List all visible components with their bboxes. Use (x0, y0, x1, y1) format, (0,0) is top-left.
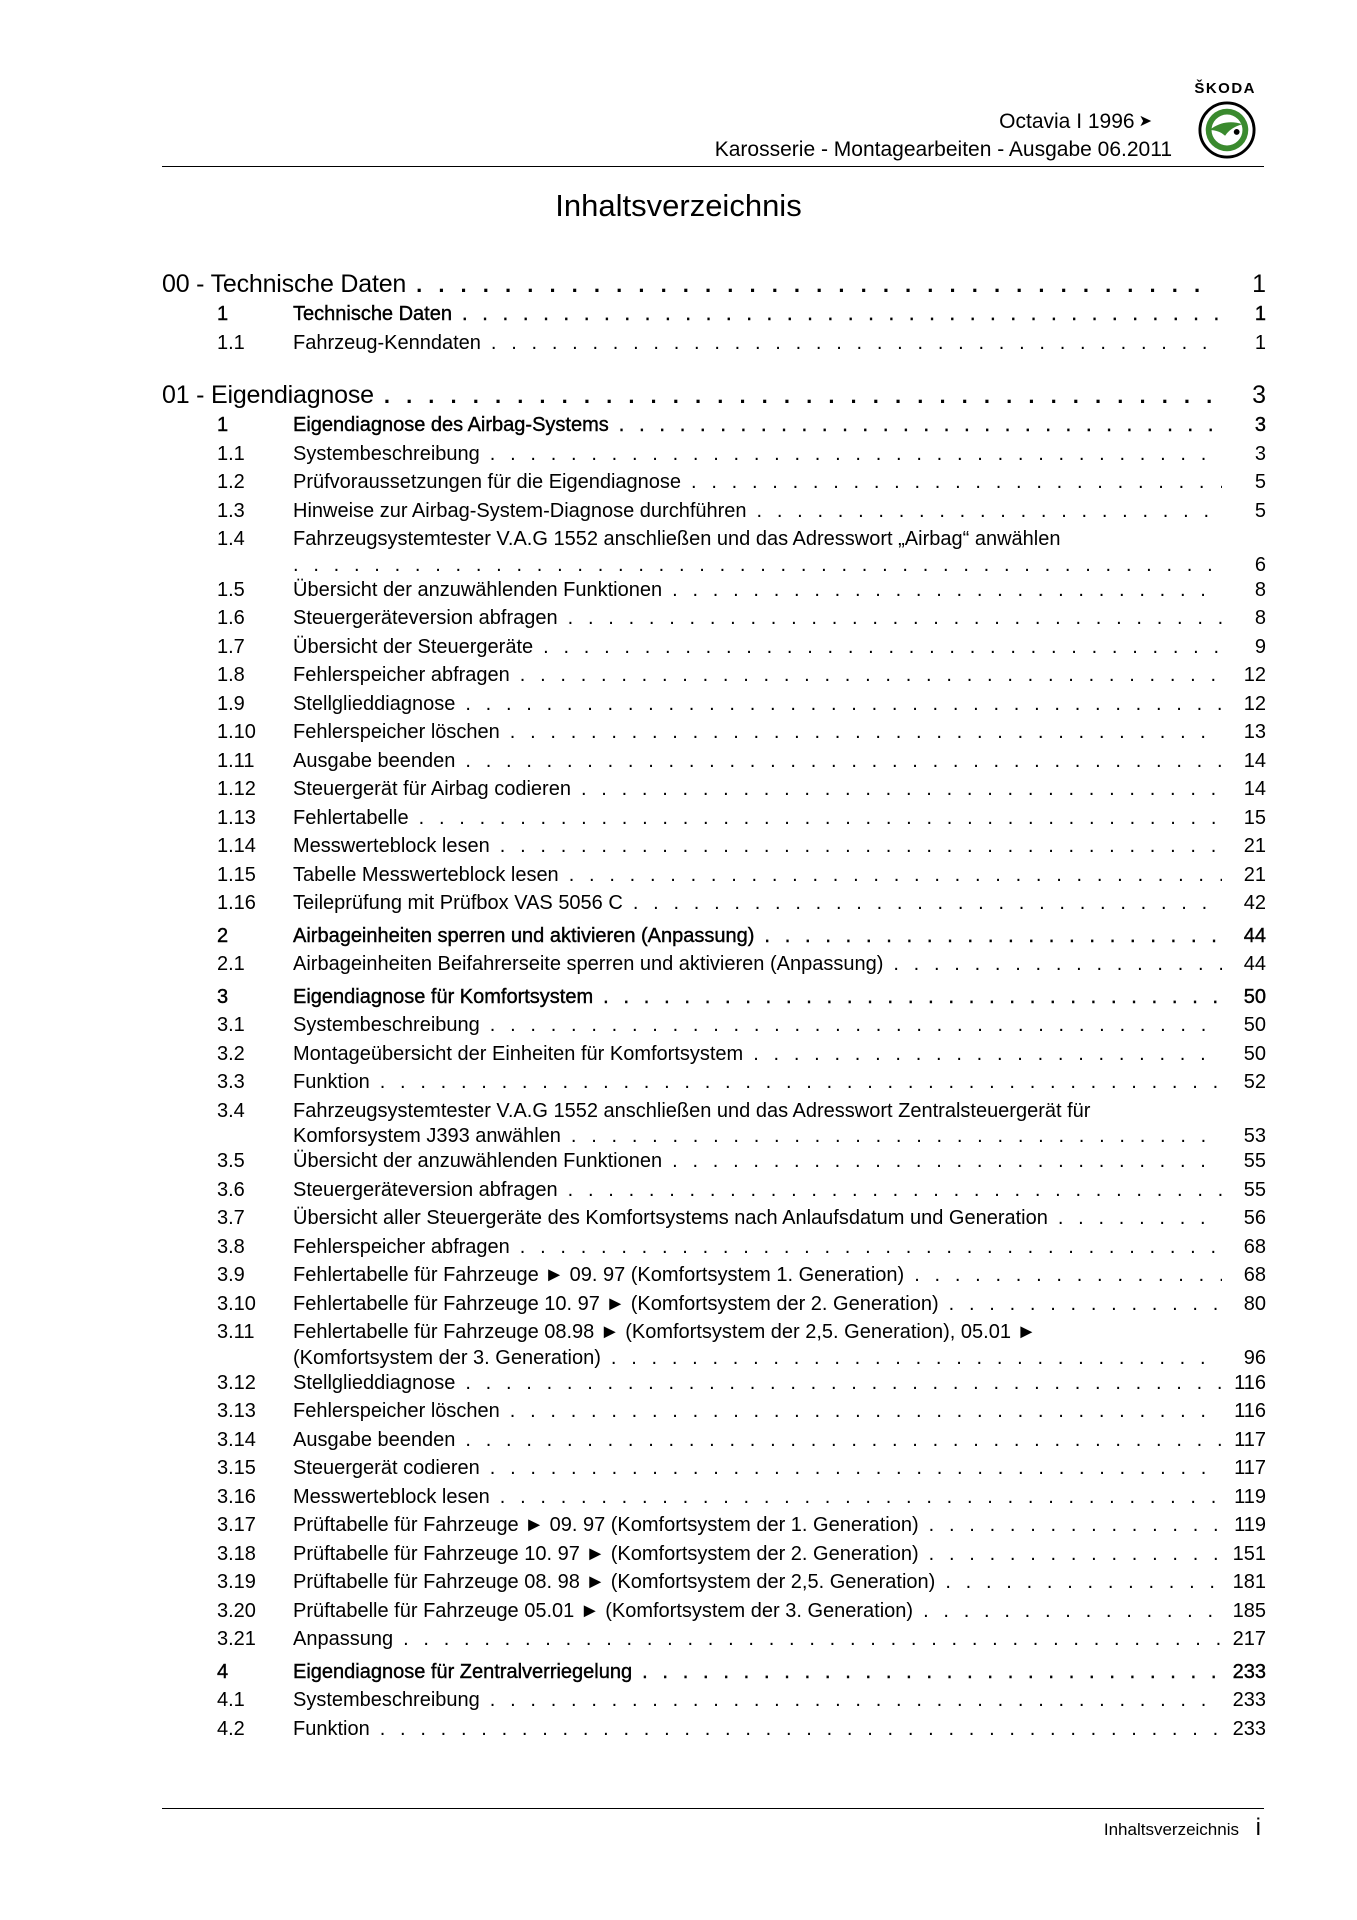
entry-title: Messwerteblock lesen (293, 835, 490, 857)
entry-number: 3.16 (217, 1485, 256, 1508)
entry-title: Stellglieddiagnose (293, 692, 456, 715)
entry-page: 44 (1243, 953, 1266, 975)
entry-title: Airbageinheiten Beifahrerseite sperren und aktivieren (Anpassung) (293, 953, 884, 975)
entry-number: 1.3 (217, 499, 245, 522)
toc-entry[interactable] (162, 1233, 1266, 1262)
entry-title: Technische Daten (293, 303, 452, 325)
entry-title: Fehlertabelle für Fahrzeuge 08.98 ► (Komfortsystem der 2,5. Generation), 05.01 ► (293, 1321, 1037, 1343)
toc-entry[interactable] (162, 889, 1266, 918)
entry-number: 3.13 (217, 1400, 256, 1422)
entry-title: Prüftabelle für Fahrzeuge 05.01 ► (Komfortsystem der 3. Generation) (293, 1599, 914, 1622)
page-title: Inhaltsverzeichnis (555, 188, 802, 223)
header-model: Octavia I 1996 ➤ (999, 110, 1152, 133)
dot-leader (490, 1686, 1222, 1715)
footer-divider (162, 1808, 1264, 1809)
entry-number: 1.13 (217, 806, 256, 829)
entry-number: 1.1 (217, 331, 245, 354)
toc-entry[interactable] (162, 1176, 1266, 1205)
entry-number: 3.7 (217, 1207, 245, 1229)
entry-title: Steuergerät codieren (293, 1457, 480, 1479)
entry-number: 3.17 (217, 1514, 256, 1536)
toc-entry[interactable] (162, 1715, 1266, 1744)
arrow-right-icon: ➤ (1138, 113, 1152, 130)
entry-page: 96 (1243, 1346, 1266, 1369)
dot-leader (893, 950, 1222, 979)
entry-page: 116 (1234, 1400, 1266, 1422)
dot-leader (923, 1597, 1222, 1626)
entry-number: 2.1 (217, 953, 245, 975)
dot-leader (462, 300, 1222, 329)
entry-number: 1.16 (217, 892, 256, 914)
page-header (162, 80, 1264, 167)
entry-page: 68 (1243, 1264, 1266, 1286)
entry-number: 1.6 (217, 607, 245, 629)
entry-title: Übersicht der anzuwählenden Funktionen (293, 578, 663, 601)
entry-number: 2 (217, 924, 229, 947)
toc-entry[interactable] (162, 1369, 1266, 1398)
dot-leader (384, 380, 1214, 412)
toc-entry[interactable] (162, 1540, 1266, 1569)
table-of-contents (162, 262, 1266, 1743)
entry-number: 1.1 (217, 442, 245, 465)
entry-title: Ausgabe beenden (293, 1428, 456, 1451)
header-subtitle: Karosserie - Montagearbeiten - Ausgabe 06.2011 (714, 138, 1172, 161)
entry-number: 1.8 (217, 664, 245, 686)
entry-page: 117 (1234, 1428, 1266, 1451)
dot-leader (611, 1347, 1222, 1369)
entry-page: 8 (1254, 607, 1266, 629)
entry-title: Tabelle Messwerteblock lesen (293, 863, 559, 886)
dot-leader (465, 1426, 1222, 1455)
toc-entry[interactable] (162, 832, 1266, 861)
entry-page: 14 (1243, 778, 1266, 800)
entry-page: 181 (1232, 1571, 1266, 1593)
entry-number: 3.12 (217, 1371, 256, 1394)
entry-page: 56 (1243, 1207, 1266, 1229)
toc-entry[interactable] (162, 440, 1266, 469)
entry-title: Steuergerät für Airbag codieren (293, 778, 571, 800)
toc-entry[interactable] (162, 1426, 1266, 1455)
chapter-title: 00 - Technische Daten (162, 270, 407, 298)
entry-number: 3.20 (217, 1599, 256, 1622)
entry-title: Übersicht der anzuwählenden Funktionen (293, 1150, 663, 1172)
entry-title: Systembeschreibung (293, 442, 480, 465)
entry-page: 13 (1243, 721, 1266, 743)
entry-page: 15 (1243, 806, 1266, 829)
entry-number: 3.9 (217, 1264, 245, 1286)
entry-title: Übersicht der Steuergeräte (293, 635, 534, 658)
toc-entry[interactable] (162, 576, 1266, 605)
toc-entry[interactable] (162, 1261, 1266, 1290)
dot-leader (633, 889, 1222, 918)
toc-entry[interactable] (162, 804, 1266, 833)
dot-leader (520, 1233, 1222, 1262)
toc-entry[interactable] (162, 1204, 1266, 1233)
entry-page: 8 (1254, 578, 1266, 601)
entry-page: 116 (1234, 1371, 1266, 1394)
entry-title: Fehlerspeicher abfragen (293, 1235, 510, 1258)
entry-title: Fehlertabelle für Fahrzeuge ► 09. 97 (Komfortsystem 1. Generation) (293, 1264, 905, 1286)
entry-number: 3.4 (217, 1099, 245, 1122)
toc-chapter[interactable] (162, 379, 1266, 411)
dot-leader (914, 1261, 1222, 1290)
dot-leader (490, 440, 1222, 469)
entry-title: Eigendiagnose für Komfortsystem (293, 985, 594, 1008)
entry-number: 1.2 (217, 471, 245, 493)
toc-chapter[interactable] (162, 268, 1266, 300)
entry-page: 42 (1243, 892, 1266, 914)
entry-number: 3.19 (217, 1571, 256, 1593)
entry-title: Fahrzeug-Kenndaten (293, 331, 481, 354)
entry-title: Airbageinheiten sperren und aktivieren (Anpassung) (293, 924, 755, 947)
toc-entry[interactable] (162, 1011, 1266, 1040)
dot-leader (465, 1369, 1222, 1398)
entry-number: 4 (217, 1660, 229, 1683)
dot-leader (569, 861, 1222, 890)
dot-leader (581, 775, 1222, 804)
toc-entry[interactable] (162, 1318, 1266, 1369)
entry-page: 233 (1232, 1717, 1266, 1740)
entry-number: 1.11 (217, 749, 255, 772)
dot-leader (465, 747, 1222, 776)
dot-leader (510, 1397, 1222, 1426)
dot-leader (465, 690, 1222, 719)
dot-leader (416, 269, 1214, 301)
entry-page: 44 (1243, 924, 1266, 947)
chapter-page: 1 (1252, 270, 1266, 298)
toc-entry[interactable] (162, 1290, 1266, 1319)
toc-entry[interactable] (162, 1147, 1266, 1176)
entry-page: 14 (1243, 749, 1266, 772)
entry-number: 1.15 (217, 863, 256, 886)
entry-page: 80 (1243, 1292, 1266, 1315)
entry-page: 6 (1254, 553, 1266, 576)
entry-page: 50 (1243, 985, 1266, 1008)
toc-entry[interactable] (162, 1511, 1266, 1540)
dot-leader (1058, 1204, 1222, 1233)
entry-title: Fehlerspeicher löschen (293, 721, 500, 743)
entry-page: 3 (1254, 442, 1266, 465)
entry-page: 5 (1254, 471, 1266, 493)
dot-leader (672, 1147, 1222, 1176)
dot-leader (500, 1483, 1222, 1512)
entry-title: Fehlertabelle für Fahrzeuge 10. 97 ► (Komfortsystem der 2. Generation) (293, 1292, 939, 1315)
dot-leader (929, 1540, 1222, 1569)
entry-title-continued: Komforsystem J393 anwählen (293, 1125, 561, 1147)
entry-number: 1.12 (217, 778, 256, 800)
dot-leader (568, 1176, 1222, 1205)
toc-entry[interactable] (162, 300, 1266, 329)
entry-title: Systembeschreibung (293, 1689, 480, 1711)
dot-leader (753, 1040, 1222, 1069)
entry-number: 1.14 (217, 835, 256, 857)
entry-page: 12 (1243, 692, 1266, 715)
dot-leader (490, 1454, 1222, 1483)
entry-number: 1 (217, 303, 229, 325)
dot-leader (380, 1715, 1222, 1744)
entry-title: Fehlerspeicher löschen (293, 1400, 500, 1422)
entry-page: 117 (1234, 1457, 1266, 1479)
entry-page: 119 (1234, 1485, 1266, 1508)
dot-leader (380, 1068, 1222, 1097)
toc-entry[interactable] (162, 922, 1266, 951)
entry-title: Montageübersicht der Einheiten für Komfortsystem (293, 1042, 744, 1065)
entry-page: 5 (1254, 499, 1266, 522)
dot-leader (293, 554, 1222, 576)
entry-page: 1 (1254, 303, 1266, 325)
toc-entry[interactable] (162, 1568, 1266, 1597)
toc-entry[interactable] (162, 1597, 1266, 1626)
dot-leader (764, 922, 1222, 951)
entry-title: Steuergeräteversion abfragen (293, 1178, 558, 1201)
dot-leader (520, 661, 1222, 690)
dot-leader (571, 1125, 1222, 1147)
entry-page: 9 (1254, 635, 1266, 658)
dot-leader (929, 1511, 1222, 1540)
entry-page: 53 (1243, 1125, 1266, 1147)
entry-number: 3.5 (217, 1150, 245, 1172)
dot-leader (500, 832, 1222, 861)
dot-leader (568, 604, 1222, 633)
dot-leader (510, 718, 1222, 747)
entry-page: 3 (1254, 414, 1266, 436)
footer-label: Inhaltsverzeichnis (1103, 1820, 1239, 1839)
dot-leader (691, 468, 1222, 497)
entry-number: 3 (217, 985, 229, 1008)
entry-title: Hinweise zur Airbag-System-Diagnose durchführen (293, 499, 747, 522)
chapter-page: 3 (1252, 381, 1266, 409)
entry-page: 119 (1234, 1514, 1266, 1536)
dot-leader (757, 497, 1222, 526)
entry-page: 1 (1254, 331, 1266, 354)
toc-entry[interactable] (162, 1097, 1266, 1148)
toc-entry[interactable] (162, 661, 1266, 690)
entry-title: Prüftabelle für Fahrzeuge 08. 98 ► (Komfortsystem der 2,5. Generation) (293, 1571, 936, 1593)
toc-entry[interactable] (162, 861, 1266, 890)
entry-number: 3.2 (217, 1042, 245, 1065)
entry-page: 217 (1232, 1628, 1266, 1650)
toc-entry[interactable] (162, 1686, 1266, 1715)
dot-leader (672, 576, 1222, 605)
entry-number: 1.5 (217, 578, 245, 601)
entry-title: Anpassung (293, 1628, 394, 1650)
entry-title: Fahrzeugsystemtester V.A.G 1552 anschließen und das Adresswort Zentralsteuergerät für (293, 1099, 1091, 1122)
entry-title: Messwerteblock lesen (293, 1485, 490, 1508)
entry-title: Prüftabelle für Fahrzeuge 10. 97 ► (Komfortsystem der 2. Generation) (293, 1542, 919, 1565)
entry-page: 12 (1243, 664, 1266, 686)
entry-page: 151 (1232, 1542, 1266, 1565)
dot-leader (543, 633, 1222, 662)
brand-name: ŠKODA (1194, 80, 1256, 97)
entry-title-continued: (Komfortsystem der 3. Generation) (293, 1346, 601, 1369)
dot-leader (603, 983, 1222, 1012)
dot-leader (403, 1625, 1222, 1654)
dot-leader (491, 329, 1222, 358)
toc-entry[interactable] (162, 950, 1266, 979)
entry-title: Stellglieddiagnose (293, 1371, 456, 1394)
entry-page: 55 (1243, 1150, 1266, 1172)
entry-title: Eigendiagnose des Airbag-Systems (293, 414, 609, 436)
entry-title: Fehlertabelle (293, 806, 409, 829)
dot-leader (419, 804, 1222, 833)
toc-entry[interactable] (162, 718, 1266, 747)
entry-page: 50 (1243, 1014, 1266, 1036)
toc-entry[interactable] (162, 411, 1266, 440)
toc-entry[interactable] (162, 329, 1266, 358)
entry-page: 50 (1243, 1042, 1266, 1065)
dot-leader (945, 1568, 1222, 1597)
toc-entry[interactable] (162, 775, 1266, 804)
toc-entry[interactable] (162, 747, 1266, 776)
entry-title: Prüftabelle für Fahrzeuge ► 09. 97 (Komfortsystem der 1. Generation) (293, 1514, 919, 1536)
dot-leader (949, 1290, 1222, 1319)
chapter-title: 01 - Eigendiagnose (162, 381, 374, 409)
entry-number: 1.9 (217, 692, 245, 715)
entry-number: 3.1 (217, 1014, 245, 1036)
toc-entry[interactable] (162, 1397, 1266, 1426)
entry-number: 3.21 (217, 1628, 256, 1650)
entry-number: 3.18 (217, 1542, 256, 1565)
entry-title: Prüfvoraussetzungen für die Eigendiagnose (293, 471, 682, 493)
entry-title: Fahrzeugsystemtester V.A.G 1552 anschließen und das Adresswort „Airbag“ anwählen (293, 528, 1061, 550)
entry-number: 1.7 (217, 635, 245, 658)
toc-entry[interactable] (162, 1454, 1266, 1483)
entry-page: 233 (1232, 1689, 1266, 1711)
entry-title: Steuergeräteversion abfragen (293, 607, 558, 629)
entry-number: 4.1 (217, 1689, 245, 1711)
dot-leader (619, 411, 1222, 440)
toc-entry[interactable] (162, 983, 1266, 1012)
toc-entry[interactable] (162, 1483, 1266, 1512)
skoda-logo-icon (1198, 101, 1256, 159)
entry-number: 3.11 (217, 1321, 255, 1343)
entry-number: 3.6 (217, 1178, 245, 1201)
entry-page: 21 (1243, 835, 1266, 857)
entry-number: 3.14 (217, 1428, 256, 1451)
entry-page: 233 (1232, 1660, 1266, 1683)
toc-entry[interactable] (162, 497, 1266, 526)
toc-entry[interactable] (162, 633, 1266, 662)
toc-entry[interactable] (162, 525, 1266, 576)
entry-page: 68 (1243, 1235, 1266, 1258)
entry-number: 3.10 (217, 1292, 256, 1315)
toc-entry[interactable] (162, 604, 1266, 633)
toc-entry[interactable] (162, 468, 1266, 497)
entry-page: 52 (1243, 1071, 1266, 1093)
entry-number: 1.10 (217, 721, 256, 743)
toc-entry[interactable] (162, 690, 1266, 719)
entry-title: Eigendiagnose für Zentralverriegelung (293, 1660, 633, 1683)
entry-number: 1.4 (217, 528, 245, 550)
toc-entry[interactable] (162, 1625, 1266, 1654)
entry-title: Teileprüfung mit Prüfbox VAS 5056 C (293, 892, 623, 914)
entry-number: 3.8 (217, 1235, 245, 1258)
entry-number: 3.3 (217, 1071, 245, 1093)
toc-entry[interactable] (162, 1658, 1266, 1687)
entry-title: Ausgabe beenden (293, 749, 456, 772)
entry-page: 185 (1232, 1599, 1266, 1622)
entry-title: Fehlerspeicher abfragen (293, 664, 510, 686)
entry-title: Funktion (293, 1071, 370, 1093)
entry-page: 21 (1243, 863, 1266, 886)
entry-number: 4.2 (217, 1717, 245, 1740)
entry-title: Übersicht aller Steuergeräte des Komfortsystems nach Anlaufsdatum und Generation (293, 1207, 1048, 1229)
entry-title: Funktion (293, 1717, 370, 1740)
entry-page: 55 (1243, 1178, 1266, 1201)
dot-leader (490, 1011, 1222, 1040)
entry-number: 3.15 (217, 1457, 256, 1479)
entry-title: Systembeschreibung (293, 1014, 480, 1036)
dot-leader (642, 1658, 1222, 1687)
footer-page-number: i (1255, 1814, 1261, 1841)
entry-number: 1 (217, 414, 229, 436)
toc-entry[interactable] (162, 1040, 1266, 1069)
toc-entry[interactable] (162, 1068, 1266, 1097)
